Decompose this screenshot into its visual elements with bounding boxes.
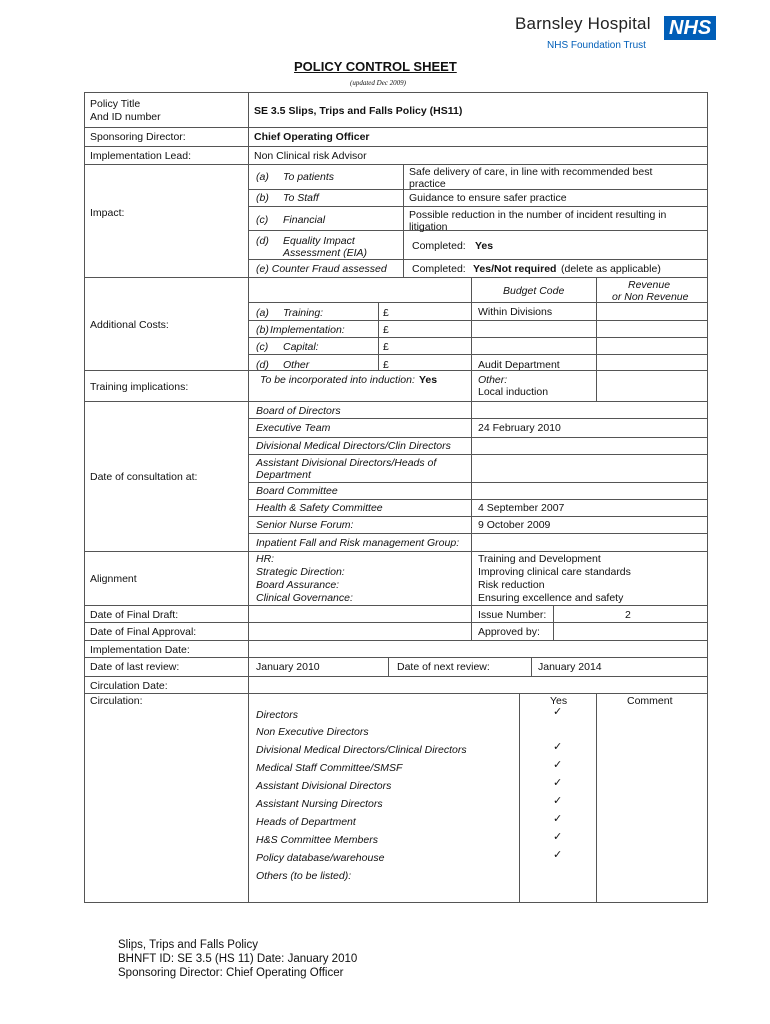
yes-header: Yes xyxy=(550,695,568,707)
comment-header: Comment xyxy=(627,695,673,707)
impact-value: Safe delivery of care, in line with recommended best xyxy=(409,166,653,178)
costs-label: Additional Costs: xyxy=(90,319,169,331)
circulation-item: Assistant Divisional Directors xyxy=(256,780,392,792)
training-value: To be incorporated into induction: xyxy=(260,374,415,386)
alignment-right: Improving clinical care standards xyxy=(478,566,631,578)
cost-name: Capital: xyxy=(283,341,319,353)
training-answer: Yes xyxy=(419,374,438,386)
training-label: Training implications: xyxy=(90,381,189,393)
consultation-group: Senior Nurse Forum: xyxy=(256,519,354,531)
consultation-group: Health & Safety Committee xyxy=(256,502,383,514)
fraud-completed-label: Completed: xyxy=(412,263,466,275)
revenue-header: Revenue xyxy=(628,279,671,291)
circulation-item: Others (to be listed): xyxy=(256,870,352,882)
impact-value-cont: litigation xyxy=(409,221,448,233)
cost-currency: £ xyxy=(383,359,389,371)
impact-name: Financial xyxy=(283,214,326,226)
cost-name: Implementation: xyxy=(270,324,345,336)
consultation-group: Executive Team xyxy=(256,422,331,434)
next-review-value: January 2014 xyxy=(538,661,602,673)
budget-code-header: Budget Code xyxy=(503,285,565,297)
footer-sponsor: Sponsoring Director: Chief Operating Officer xyxy=(118,967,344,979)
cost-name: Training: xyxy=(283,307,324,319)
consultation-group: Board of Directors xyxy=(256,405,341,417)
circulation-item: Assistant Nursing Directors xyxy=(256,798,383,810)
alignment-left: HR: xyxy=(256,553,275,565)
final-draft-label: Date of Final Draft: xyxy=(90,609,179,621)
impact-code: (d) xyxy=(256,235,269,247)
circulation-date-label: Circulation Date: xyxy=(90,680,168,692)
page-title: POLICY CONTROL SHEET xyxy=(294,59,457,74)
footer-policy-name: Slips, Trips and Falls Policy xyxy=(118,939,258,951)
cost-currency: £ xyxy=(383,307,389,319)
eia-name: Equality Impact xyxy=(283,235,355,247)
sponsor-label: Sponsoring Director: xyxy=(90,131,186,143)
training-other: Other: xyxy=(478,374,508,386)
fraud-name: (e) Counter Fraud assessed xyxy=(256,263,387,275)
approved-by-label: Approved by: xyxy=(478,626,540,638)
circulation-item: Heads of Department xyxy=(256,816,356,828)
alignment-left: Strategic Direction: xyxy=(256,566,345,578)
check-icon: ✓ xyxy=(553,705,563,718)
eia-name-cont: Assessment (EIA) xyxy=(283,247,368,259)
cost-code: (d) xyxy=(256,359,269,371)
circulation-item: Directors xyxy=(256,709,299,721)
eia-completed-value: Yes xyxy=(475,240,494,252)
consultation-group: Board Committee xyxy=(256,485,338,497)
fraud-note: (delete as applicable) xyxy=(561,263,661,275)
last-review-label: Date of last review: xyxy=(90,661,180,673)
alignment-left: Board Assurance: xyxy=(256,579,340,591)
check-icon: ✓ xyxy=(553,848,563,861)
lead-label: Implementation Lead: xyxy=(90,150,191,162)
check-icon: ✓ xyxy=(553,776,563,789)
fraud-completed-value: Yes/Not required xyxy=(473,263,557,275)
consultation-group: Divisional Medical Directors/Clin Directors xyxy=(256,440,451,452)
lead-value: Non Clinical risk Advisor xyxy=(254,150,367,162)
impact-name: To Staff xyxy=(283,192,319,204)
circulation-item: Non Executive Directors xyxy=(256,726,369,738)
circulation-item: H&S Committee Members xyxy=(256,834,378,846)
cost-currency: £ xyxy=(383,324,389,336)
cost-code: (b) xyxy=(256,324,269,336)
alignment-right: Ensuring excellence and safety xyxy=(478,592,624,604)
impact-label: Impact: xyxy=(90,207,125,219)
footer-policy-id: BHNFT ID: SE 3.5 (HS 11) Date: January 2010 xyxy=(118,953,358,965)
impact-value: Possible reduction in the number of incident resulting in xyxy=(409,209,667,221)
alignment-label: Alignment xyxy=(90,573,137,585)
sponsor-value: Chief Operating Officer xyxy=(254,131,370,143)
eia-completed-label: Completed: xyxy=(412,240,466,252)
implementation-date-label: Implementation Date: xyxy=(90,644,190,656)
cost-budget: Within Divisions xyxy=(478,306,553,318)
policy-id-label: And ID number xyxy=(90,111,161,123)
policy-title-value: SE 3.5 Slips, Trips and Falls Policy (HS11) xyxy=(254,105,463,117)
consultation-date: 9 October 2009 xyxy=(478,519,551,531)
cost-name: Other xyxy=(283,359,310,371)
policy-title-label: Policy Title xyxy=(90,98,141,110)
check-icon: ✓ xyxy=(553,794,563,807)
impact-code: (a) xyxy=(256,171,269,183)
revenue-header-cont: or Non Revenue xyxy=(612,291,689,303)
alignment-right: Risk reduction xyxy=(478,579,545,591)
issue-number-label: Issue Number: xyxy=(478,609,547,621)
cost-code: (a) xyxy=(256,307,269,319)
consultation-date: 4 September 2007 xyxy=(478,502,565,514)
nhs-logo: NHS xyxy=(664,16,716,40)
impact-value: Guidance to ensure safer practice xyxy=(409,192,567,204)
consultation-label: Date of consultation at: xyxy=(90,471,198,483)
consultation-group: Inpatient Fall and Risk management Group: xyxy=(256,537,460,549)
circulation-item: Medical Staff Committee/SMSF xyxy=(256,762,403,774)
alignment-right: Training and Development xyxy=(478,553,601,565)
alignment-left: Clinical Governance: xyxy=(256,592,353,604)
circulation-label: Circulation: xyxy=(90,695,143,707)
last-review-value: January 2010 xyxy=(256,661,320,673)
impact-code: (c) xyxy=(256,214,269,226)
final-approval-label: Date of Final Approval: xyxy=(90,626,197,638)
check-icon: ✓ xyxy=(553,830,563,843)
hospital-name-logo: Barnsley Hospital xyxy=(515,14,651,33)
impact-code: (b) xyxy=(256,192,269,204)
consultation-date: 24 February 2010 xyxy=(478,422,561,434)
cost-code: (c) xyxy=(256,341,269,353)
circulation-item: Divisional Medical Directors/Clinical Directors xyxy=(256,744,467,756)
impact-value-cont: practice xyxy=(409,178,446,190)
training-other-value: Local induction xyxy=(478,386,549,398)
trust-name: NHS Foundation Trust xyxy=(547,40,646,51)
next-review-label: Date of next review: xyxy=(397,661,490,673)
issue-number-value: 2 xyxy=(625,609,631,621)
circulation-item: Policy database/warehouse xyxy=(256,852,385,864)
check-icon: ✓ xyxy=(553,758,563,771)
impact-name: To patients xyxy=(283,171,334,183)
cost-budget: Audit Department xyxy=(478,359,560,371)
page-subtitle: (updated Dec 2009) xyxy=(350,79,406,87)
check-icon: ✓ xyxy=(553,812,563,825)
consultation-group-cont: Department xyxy=(256,469,311,481)
check-icon: ✓ xyxy=(553,740,563,753)
cost-currency: £ xyxy=(383,341,389,353)
consultation-group: Assistant Divisional Directors/Heads of xyxy=(256,457,437,469)
